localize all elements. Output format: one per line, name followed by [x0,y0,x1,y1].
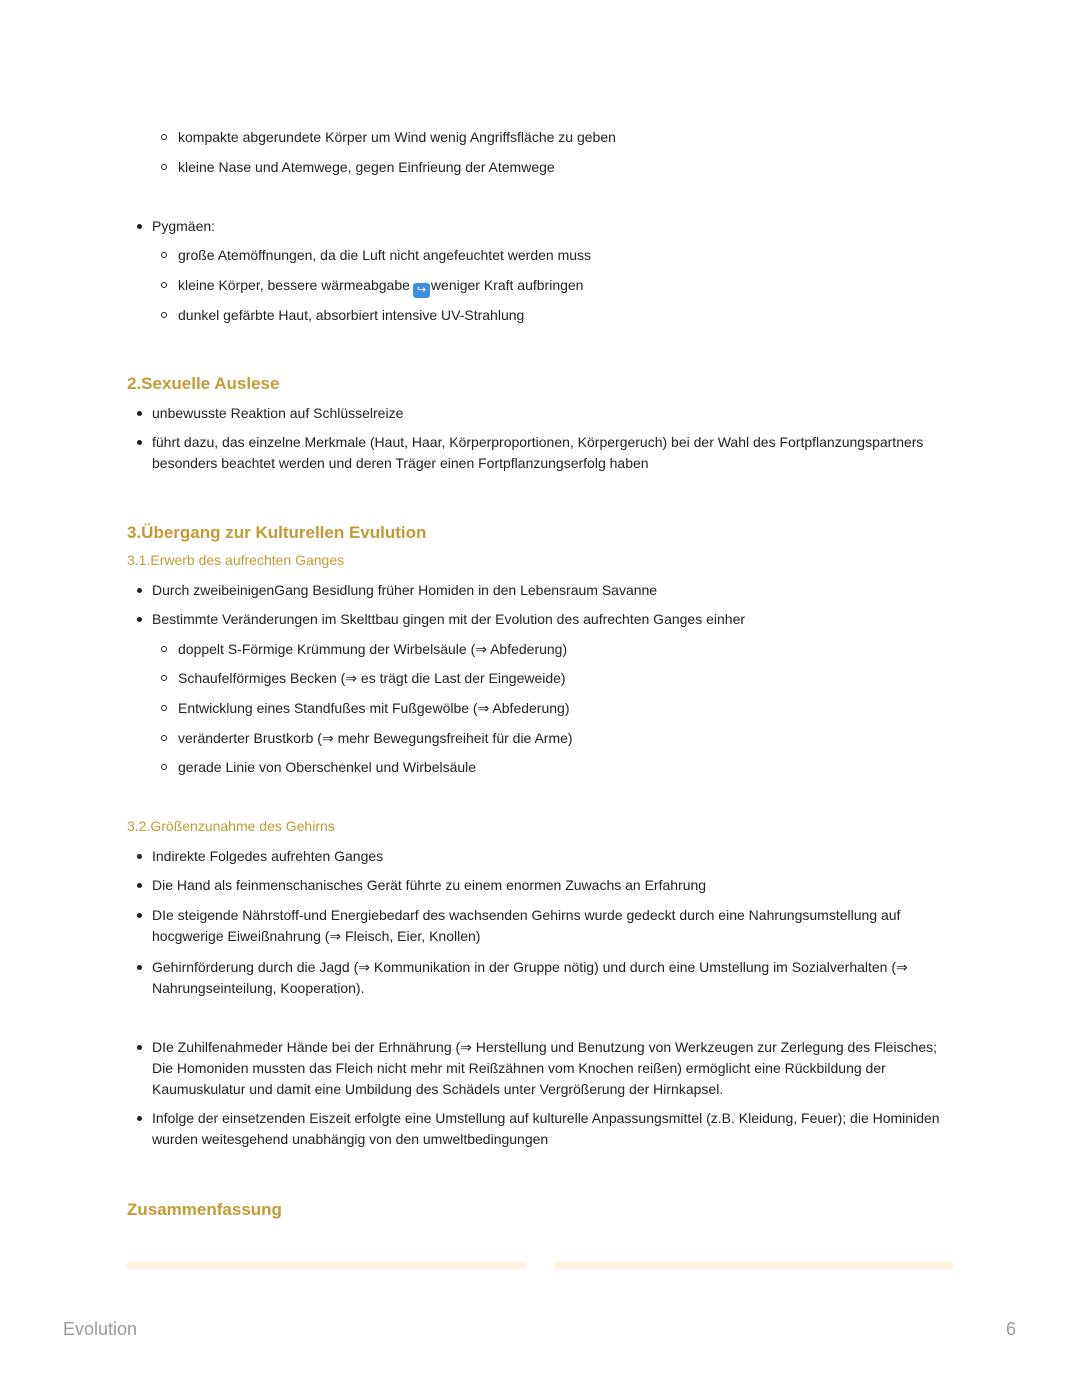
list-item: Infolge der einsetzenden Eiszeit erfolgte eine Umstellung auf kulturelle Anpassungsmittel (z.B. Kleidung, Feuer); die Hominiden wurden weitesgehend unabhängig von den umweltbedingungen [152,1108,952,1150]
section-heading: 2.Sexuelle Auslese [127,374,280,393]
summary-divider-right [554,1262,953,1269]
list-item: kompakte abgerundete Körper um Wind wenig Angriffsfläche zu geben [178,127,616,148]
list-item: große Atemöffnungen, da die Luft nicht angefeuchtet werden muss [178,245,591,266]
list-item: Schaufelförmiges Becken (⇒ es trägt die Last der Eingeweide) [178,668,566,689]
section-heading: 3.Übergang zur Kulturellen Evulution [127,523,427,542]
list-item: DIe steigende Nährstoff-und Energiebedarf des wachsenden Gehirns wurde gedeckt durch eine Nahrungsumstellung auf hocgwerige Eiweißnahrung (⇒ Fleisch, Eier, Knollen) [152,905,952,947]
list-item: Gehirnförderung durch die Jagd (⇒ Kommunikation in der Gruppe nötig) und durch eine Umstellung im Sozialverhalten (⇒ Nahrungseinteilung, Kooperation). [152,957,952,999]
list-item: Entwicklung eines Standfußes mit Fußgewölbe (⇒ Abfederung) [178,698,570,719]
footer-title: Evolution [63,1319,138,1339]
summary-divider-left [127,1262,526,1269]
list-item: DIe Zuhilfenahmeder Hände bei der Erhnährung (⇒ Herstellung und Benutzung von Werkzeugen zur Zerlegung des Fleisches; Die Homoniden mussten das Fleich nicht mehr mit Reißzähnen vom Knochen reißen) ermöglicht eine Rückbildung der Kaumuskulatur und damit eine Umbildung des Schädels unter Vergrößerung der Hirnkapsel. [152,1037,952,1100]
list-item-text: weniger Kraft aufbringen [430,277,584,293]
list-item-pygmaeen: Pygmäen: [152,216,215,237]
list-item: doppelt S-Förmige Krümmung der Wirbelsäule (⇒ Abfederung) [178,639,567,660]
list-item: gerade Linie von Oberschenkel und Wirbelsäule [178,757,476,778]
list-item: kleine Nase und Atemwege, gegen Einfrieung der Atemwege [178,157,555,178]
list-item: Bestimmte Veränderungen im Skelttbau gingen mit der Evolution des aufrechten Ganges einher [152,609,745,630]
list-item: Durch zweibeinigenGang Besidlung früher Homiden in den Lebensraum Savanne [152,580,657,601]
list-item: unbewusste Reaktion auf Schlüsselreize [152,403,403,424]
list-item: führt dazu, das einzelne Merkmale (Haut, Haar, Körperproportionen, Körpergeruch) bei der Wahl des Fortpflanzungspartners besonders beachtet werden und deren Träger einen Fortpflanzungserfolg haben [152,432,952,474]
list-item: dunkel gefärbte Haut, absorbiert intensive UV-Strahlung [178,305,524,326]
list-item: veränderter Brustkorb (⇒ mehr Bewegungsfreiheit für die Arme) [178,728,573,749]
page-number: 6 [1005,1319,1016,1339]
subsection-heading: 3.1.Erwerb des aufrechten Ganges [127,552,345,568]
summary-heading: Zusammenfassung [127,1200,282,1219]
subsection-heading: 3.2.Größenzunahme des Gehirns [127,818,335,834]
return-arrow-icon: ↪ [413,283,430,298]
list-item-text: kleine Körper, bessere wärmeabgabe [178,277,410,293]
list-item: Die Hand als feinmenschanisches Gerät führte zu einem enormen Zuwachs an Erfahrung [152,875,706,896]
list-item: Indirekte Folgedes aufrehten Ganges [152,846,383,867]
list-item [178,275,583,298]
